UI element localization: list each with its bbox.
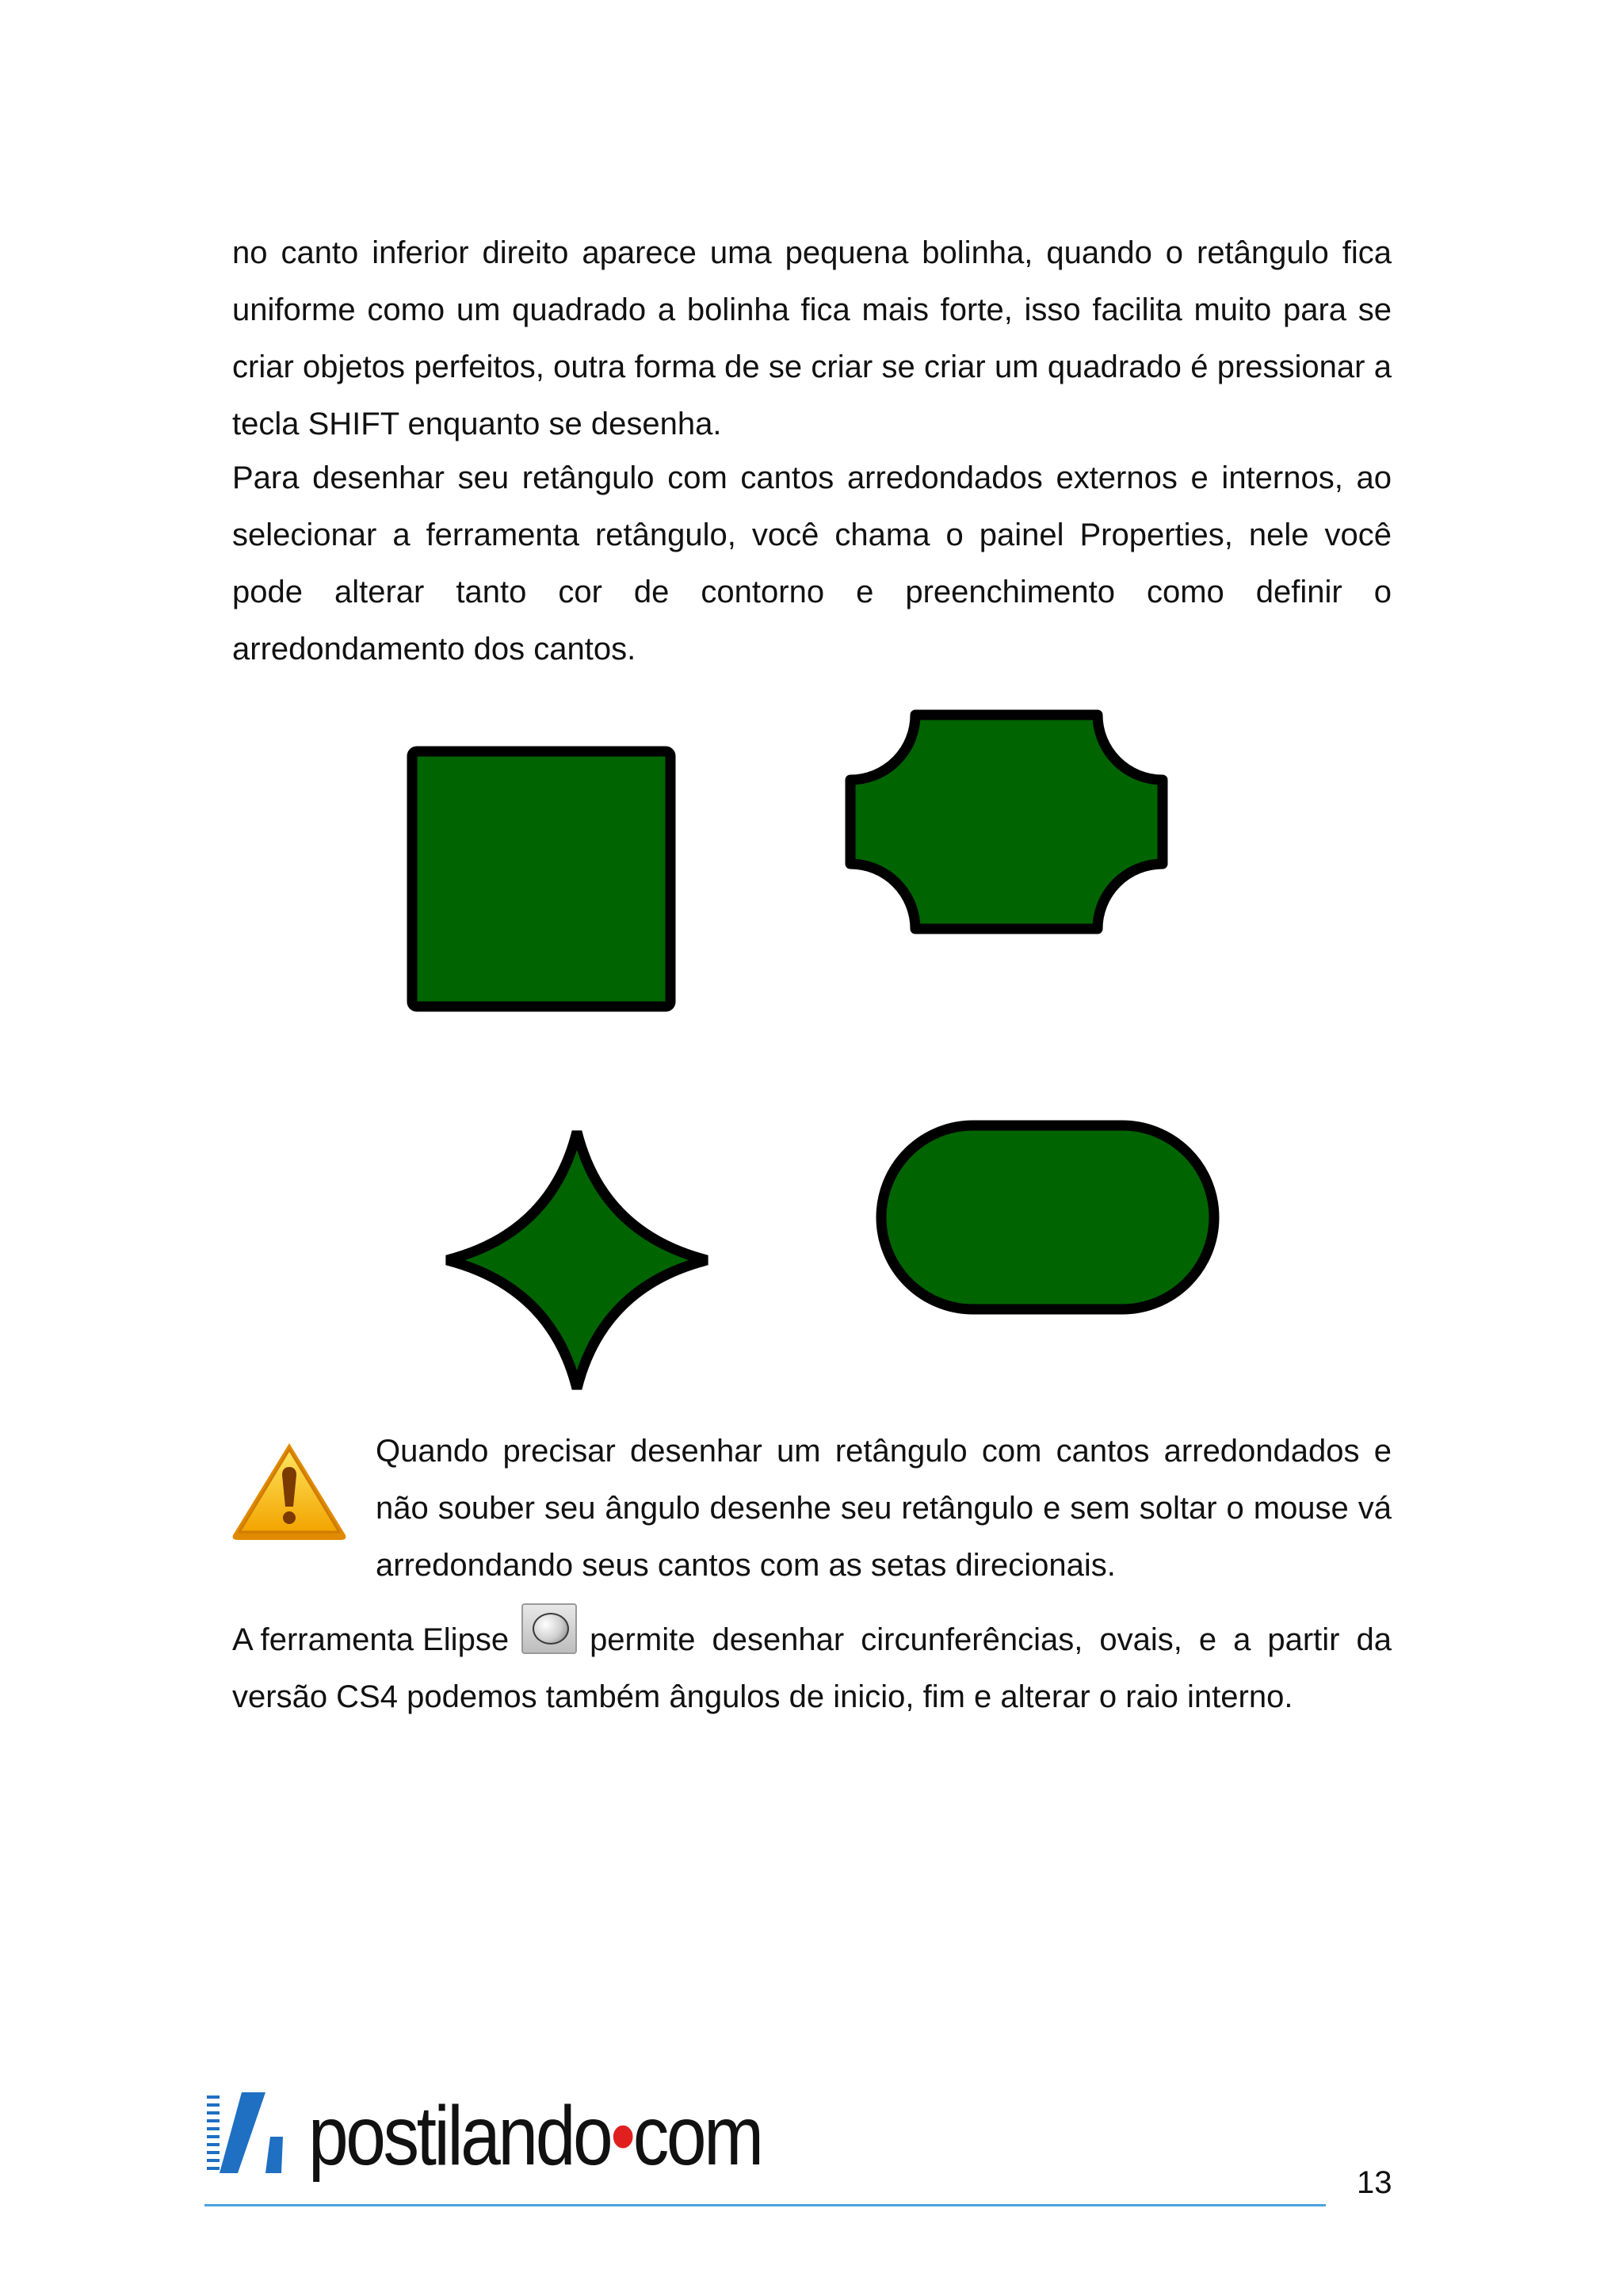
warning-text: Quando precisar desenhar um retângulo com cantos arredondados e não souber seu ângulo desenhe seu retângulo e sem soltar o mouse vá arredondando seus cantos com as setas direcionais.: [376, 1434, 1392, 1583]
postilando-logo: [202, 2084, 762, 2191]
logo-text: postilando•com: [308, 2089, 762, 2183]
page-number: 13: [1357, 2165, 1392, 2200]
shapes-figure: [396, 697, 1268, 1411]
footer-divider: [204, 2204, 1326, 2206]
inverted-corner-shape: [850, 715, 1163, 929]
paragraph-1: no canto inferior direito aparece uma pequena bolinha, quando o retângulo fica uniforme como um quadrado a bolinha fica mais forte, isso facilita muito para se criar objetos perfeitos, outra forma de se criar se criar um quadrado é pressionar a tecla SHIFT enquanto se desenha.: [232, 235, 1392, 441]
logo-mark-icon: [202, 2084, 297, 2187]
green-square-shape: [412, 751, 670, 1007]
ellipse-tool-line: [232, 1611, 1392, 1668]
paragraph-2: Para desenhar seu retângulo com cantos arredondados externos e internos, ao selecionar a ferramenta retângulo, você chama o painel Properties, nele você pode alterar tanto cor de contorno e preenchimento como definir o arredondamento dos cantos.: [232, 460, 1392, 667]
ellipse-text-line2: versão CS4 podemos também ângulos de inicio, fim e alterar o raio interno.: [232, 1679, 1293, 1714]
ellipse-text-after: permite desenhar circunferências, ovais, e a partir da: [590, 1622, 1392, 1657]
ellipse-tool-icon: [521, 1603, 577, 1654]
warning-icon: [230, 1438, 349, 1541]
ellipse-text-before: A ferramenta Elipse: [232, 1622, 510, 1657]
four-point-star-shape: [447, 1132, 707, 1389]
rounded-rectangle-shape: [881, 1125, 1214, 1309]
